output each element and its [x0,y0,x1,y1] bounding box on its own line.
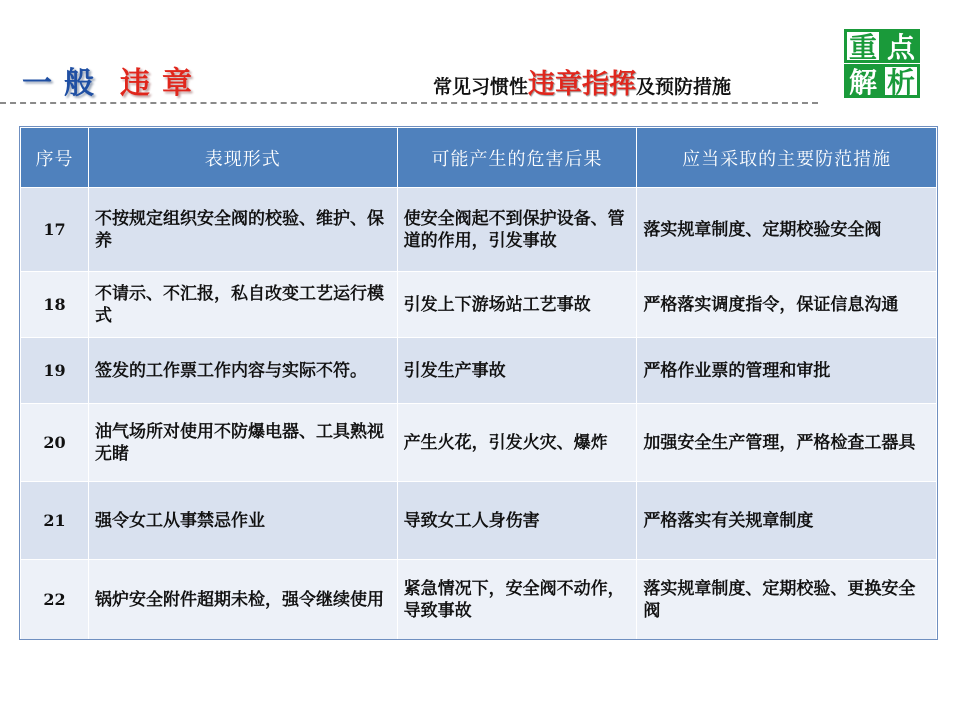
header-measure: 应当采取的主要防范措施 [637,128,937,188]
badge-char-3: 解 [844,64,882,98]
row-number: 21 [21,482,89,560]
table-row [21,560,937,640]
row-measure: 严格落实调度指令，保证信息沟通 [637,272,937,338]
row-measure: 加强安全生产管理，严格检查工器具 [637,404,937,482]
row-measure: 严格作业票的管理和审批 [637,338,937,404]
title-violation: 违章 [120,66,204,101]
row-harm: 紧急情况下，安全阀不动作，导致事故 [397,560,637,640]
header-form: 表现形式 [88,128,397,188]
row-form: 不按规定组织安全阀的校验、维护、保养 [88,188,397,272]
row-harm: 使安全阀起不到保护设备、管道的作用，引发事故 [397,188,637,272]
subtitle-highlight: 违章指挥 [528,69,637,100]
slide-title [22,58,204,102]
title-general: 一般 [22,66,106,101]
row-measure: 落实规章制度、定期校验、更换安全阀 [637,560,937,640]
subtitle-suffix: 及预防措施 [636,76,732,98]
violation-table [20,127,937,640]
table-row [21,404,937,482]
header-harm: 可能产生的危害后果 [397,128,637,188]
slide-subtitle [433,62,731,101]
badge-char-2: 点 [882,29,920,63]
header-divider [0,102,818,104]
row-form: 强令女工从事禁忌作业 [88,482,397,560]
badge-char-4: 析 [882,64,920,98]
row-harm: 导致女工人身伤害 [397,482,637,560]
row-measure: 严格落实有关规章制度 [637,482,937,560]
row-form: 签发的工作票工作内容与实际不符。 [88,338,397,404]
table-row [21,272,937,338]
table-row [21,338,937,404]
row-number: 20 [21,404,89,482]
subtitle-prefix: 常见习惯性 [433,76,529,98]
badge-char-1: 重 [844,29,882,63]
row-harm: 引发生产事故 [397,338,637,404]
row-number: 19 [21,338,89,404]
row-number: 17 [21,188,89,272]
table-header-row [21,128,937,188]
row-number: 18 [21,272,89,338]
row-harm: 引发上下游场站工艺事故 [397,272,637,338]
table-row [21,188,937,272]
row-form: 不请示、不汇报，私自改变工艺运行模式 [88,272,397,338]
row-form: 锅炉安全附件超期未检，强令继续使用 [88,560,397,640]
row-measure: 落实规章制度、定期校验安全阀 [637,188,937,272]
header-number: 序号 [21,128,89,188]
row-number: 22 [21,560,89,640]
table-row [21,482,937,560]
row-harm: 产生火花，引发火灾、爆炸 [397,404,637,482]
key-analysis-badge [840,26,922,102]
row-form: 油气场所对使用不防爆电器、工具熟视无睹 [88,404,397,482]
slide-header [0,0,960,110]
